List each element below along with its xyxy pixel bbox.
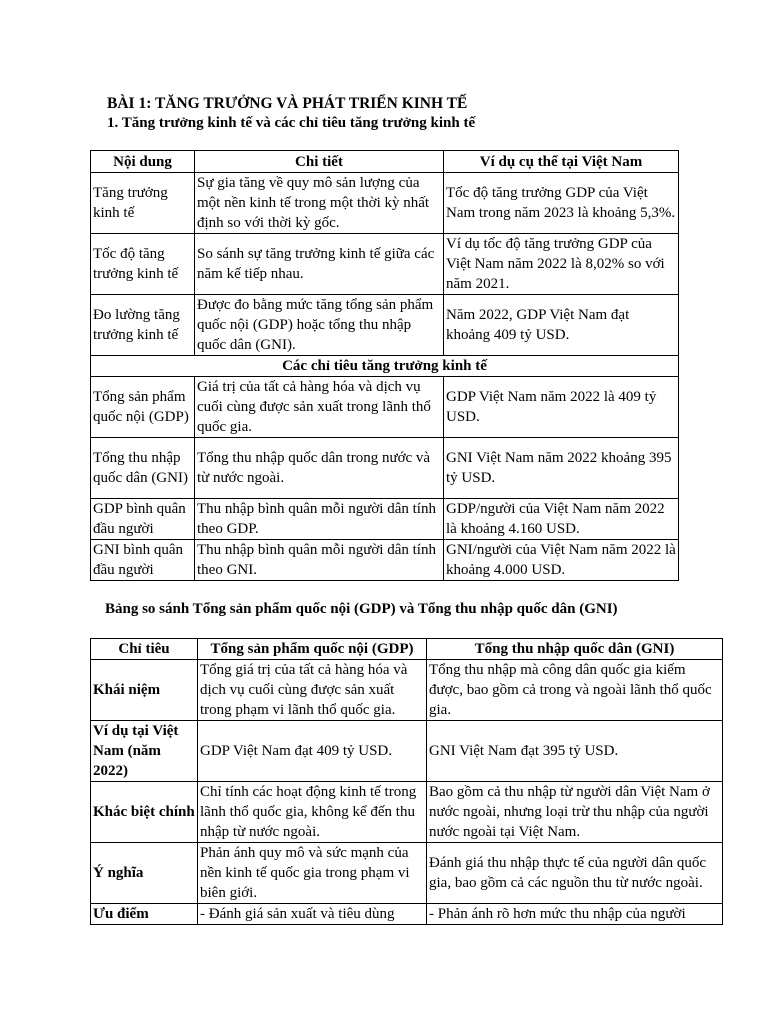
table-cell: GNI/người của Việt Nam năm 2022 là khoảng 4.000 USD. bbox=[444, 540, 679, 581]
table-cell: GDP Việt Nam đạt 409 tỷ USD. bbox=[198, 721, 427, 782]
row-header: Khái niệm bbox=[91, 660, 198, 721]
table-cell: Tổng giá trị của tất cả hàng hóa và dịch vụ cuối cùng được sản xuất trong phạm vi lãnh thổ quốc gia. bbox=[198, 660, 427, 721]
table-row bbox=[91, 843, 723, 904]
table-header-row bbox=[91, 151, 679, 173]
table-cell: GNI bình quân đầu người bbox=[91, 540, 195, 581]
section-row bbox=[91, 356, 679, 377]
table-cell: Ví dụ tốc độ tăng trưởng GDP của Việt Nam năm 2022 là 8,02% so với năm 2021. bbox=[444, 234, 679, 295]
table-header-row bbox=[91, 639, 723, 660]
table-cell: Tổng thu nhập quốc dân (GNI) bbox=[91, 438, 195, 499]
table-cell: Thu nhập bình quân mỗi người dân tính theo GNI. bbox=[195, 540, 444, 581]
table-cell: Tốc độ tăng trưởng kinh tế bbox=[91, 234, 195, 295]
table-cell: Đo lường tăng trưởng kinh tế bbox=[91, 295, 195, 356]
table-cell: GDP Việt Nam năm 2022 là 409 tỷ USD. bbox=[444, 377, 679, 438]
table-row bbox=[91, 782, 723, 843]
table-row bbox=[91, 540, 679, 581]
table-cell: Năm 2022, GDP Việt Nam đạt khoảng 409 tỷ USD. bbox=[444, 295, 679, 356]
table-cell: - Đánh giá sản xuất và tiêu dùng bbox=[198, 904, 427, 925]
lesson-title: BÀI 1: TĂNG TRƯỞNG VÀ PHÁT TRIỂN KINH TẾ bbox=[107, 95, 468, 112]
table-cell: Tổng thu nhập mà công dân quốc gia kiếm được, bao gồm cả trong và ngoài lãnh thổ quốc gia. bbox=[427, 660, 723, 721]
table-cell: Thu nhập bình quân mỗi người dân tính theo GDP. bbox=[195, 499, 444, 540]
table-cell: Đánh giá thu nhập thực tế của người dân quốc gia, bao gồm cả các nguồn thu từ nước ngoài. bbox=[427, 843, 723, 904]
gdp-gni-comparison-table bbox=[90, 638, 723, 925]
table-cell: Tổng sản phẩm quốc nội (GDP) bbox=[91, 377, 195, 438]
column-header: Tổng thu nhập quốc dân (GNI) bbox=[427, 639, 723, 660]
table-cell: Tốc độ tăng trưởng GDP của Việt Nam trong năm 2023 là khoảng 5,3%. bbox=[444, 173, 679, 234]
section-subtitle: 1. Tăng trưởng kinh tế và các chỉ tiêu tăng trưởng kinh tế bbox=[107, 115, 476, 131]
row-header: Ý nghĩa bbox=[91, 843, 198, 904]
table-row bbox=[91, 438, 679, 499]
table-cell: Bao gồm cả thu nhập từ người dân Việt Nam ở nước ngoài, nhưng loại trừ thu nhập của người nước ngoài tại Việt Nam. bbox=[427, 782, 723, 843]
table-cell: Giá trị của tất cả hàng hóa và dịch vụ cuối cùng được sản xuất trong lãnh thổ quốc gia. bbox=[195, 377, 444, 438]
table-cell: GNI Việt Nam năm 2022 khoảng 395 tỷ USD. bbox=[444, 438, 679, 499]
table-cell: - Phản ánh rõ hơn mức thu nhập của người bbox=[427, 904, 723, 925]
table-row bbox=[91, 660, 723, 721]
table-cell: GNI Việt Nam đạt 395 tỷ USD. bbox=[427, 721, 723, 782]
row-header: Ưu điểm bbox=[91, 904, 198, 925]
table-row bbox=[91, 721, 723, 782]
column-header: Nội dung bbox=[91, 151, 195, 173]
column-header: Chỉ tiêu bbox=[91, 639, 198, 660]
column-header: Ví dụ cụ thể tại Việt Nam bbox=[444, 151, 679, 173]
table-row bbox=[91, 904, 723, 925]
row-header: Ví dụ tại Việt Nam (năm 2022) bbox=[91, 721, 198, 782]
growth-indicators-table bbox=[90, 150, 679, 581]
table-cell: Được đo bằng mức tăng tổng sản phẩm quốc nội (GDP) hoặc tổng thu nhập quốc dân (GNI). bbox=[195, 295, 444, 356]
table-row bbox=[91, 499, 679, 540]
table-cell: So sánh sự tăng trưởng kinh tế giữa các năm kế tiếp nhau. bbox=[195, 234, 444, 295]
table-cell: Phản ánh quy mô và sức mạnh của nền kinh tế quốc gia trong phạm vi biên giới. bbox=[198, 843, 427, 904]
table-cell: Sự gia tăng về quy mô sản lượng của một nền kinh tế trong một thời kỳ nhất định so với thời kỳ gốc. bbox=[195, 173, 444, 234]
row-header: Khác biệt chính bbox=[91, 782, 198, 843]
table-row bbox=[91, 173, 679, 234]
table-cell: Tăng trưởng kinh tế bbox=[91, 173, 195, 234]
table-cell: Chỉ tính các hoạt động kinh tế trong lãnh thổ quốc gia, không kể đến thu nhập từ nước ngoài. bbox=[198, 782, 427, 843]
table-cell: GDP bình quân đầu người bbox=[91, 499, 195, 540]
table-cell: GDP/người của Việt Nam năm 2022 là khoảng 4.160 USD. bbox=[444, 499, 679, 540]
table-row bbox=[91, 377, 679, 438]
table-row bbox=[91, 295, 679, 356]
comparison-table-caption: Bảng so sánh Tổng sản phẩm quốc nội (GDP) và Tổng thu nhập quốc dân (GNI) bbox=[105, 601, 618, 617]
column-header: Chi tiết bbox=[195, 151, 444, 173]
table-row bbox=[91, 234, 679, 295]
table-cell: Tổng thu nhập quốc dân trong nước và từ nước ngoài. bbox=[195, 438, 444, 499]
section-label: Các chỉ tiêu tăng trưởng kinh tế bbox=[91, 356, 679, 377]
column-header: Tổng sản phẩm quốc nội (GDP) bbox=[198, 639, 427, 660]
